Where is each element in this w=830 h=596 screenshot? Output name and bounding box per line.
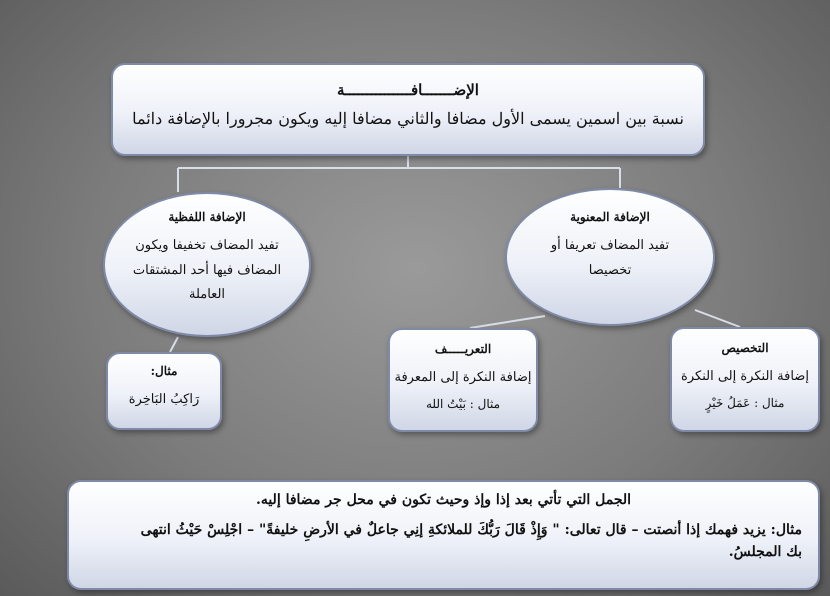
- definition-box: [388, 328, 538, 432]
- definition-example: مثال : بَيْتُ الله: [425, 396, 501, 411]
- sentences-rule-example: [85, 520, 802, 563]
- sentences-rule-box: [67, 480, 820, 590]
- verbal-example-label: مثال:: [150, 364, 178, 378]
- verbal-example-box: [106, 352, 222, 430]
- meaning-idafa-desc-1: تفيد المضاف تعريفا أو: [550, 238, 670, 253]
- idafa-title: الإضـــــــافـــــــــــــــة: [337, 81, 479, 99]
- verbal-idafa-desc-1: تفيد المضاف تخفيفا ويكون: [135, 238, 279, 253]
- sentences-rule-example-part-2: بك المجلسُ.: [728, 543, 802, 560]
- verbal-idafa-title: الإضافة اللفظية: [168, 210, 246, 224]
- specification-desc: إضافة النكرة إلى النكرة: [681, 369, 809, 384]
- verbal-example-text: رَاكِبُ البَاخِرة: [128, 392, 200, 407]
- connector-top-branch: [178, 156, 620, 192]
- meaning-idafa-title: الإضافة المعنوية: [570, 210, 650, 224]
- connector-verbal-example: [170, 337, 178, 352]
- specification-title: التخصيص: [721, 341, 769, 355]
- meaning-idafa-node: [505, 188, 715, 326]
- definition-title: التعريـــــف: [434, 342, 492, 356]
- specification-box: [670, 327, 820, 432]
- verbal-idafa-node: [103, 192, 311, 337]
- idafa-description: نسبة بين اسمين يسمى الأول مضافا والثاني مضافا إليه ويكون مجرورا بالإضافة دائما: [132, 109, 684, 128]
- meaning-idafa-desc-2: تخصيصا: [588, 262, 632, 278]
- definition-desc: إضافة النكرة إلى المعرفة: [394, 370, 532, 385]
- verbal-idafa-desc-3: العاملة: [188, 287, 226, 303]
- sentences-rule-text: الجمل التي تأتي بعد إذا وإذ وحيث تكون في محل جر مضافا إليه.: [255, 492, 632, 508]
- sentences-rule-example-part-1: مثال: يزيد فهمك إذا أنصتت – قال تعالى: " وَإِذْ قَالَ رَبُّكَ للملائكةِ إنِي جاعلٌ في الأرضِ خليفةً" – اجْلِسْ حَيْثُ انتهى: [140, 522, 802, 538]
- verbal-idafa-desc-2: المضاف فيها أحد المشتقات: [132, 262, 282, 278]
- specification-example: مثال : عَمَلُ خَيْرٍ: [705, 395, 785, 410]
- idafa-definition-box: [111, 63, 705, 156]
